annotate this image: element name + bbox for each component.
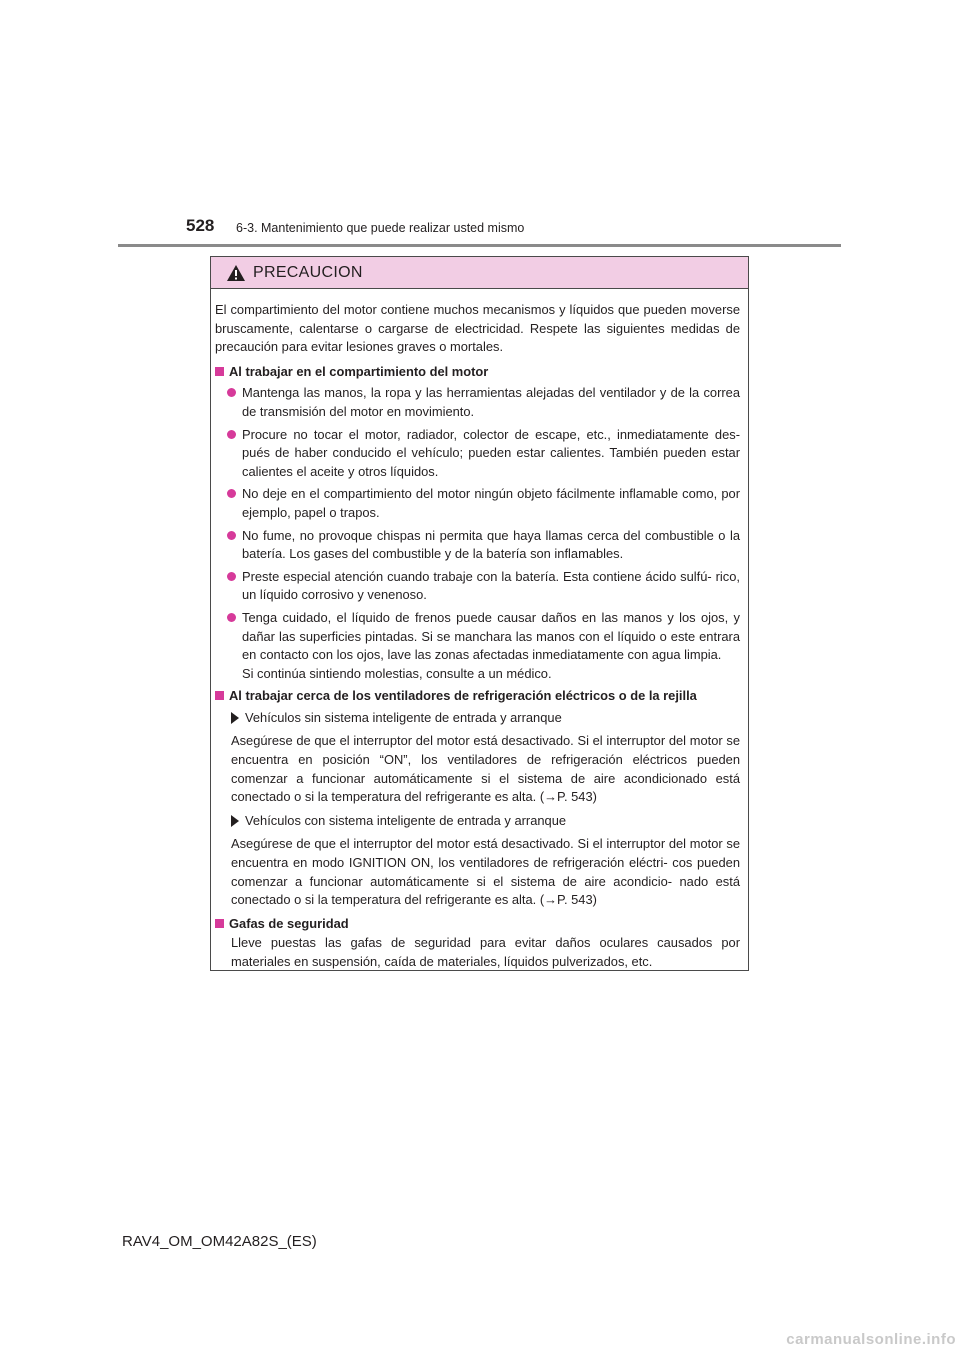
header-divider xyxy=(118,244,841,247)
circle-bullet-icon xyxy=(227,430,236,439)
list-item xyxy=(227,527,740,564)
section-heading-safety-glasses xyxy=(215,915,740,934)
variant-text: Asegúrese de que el interruptor del motor está desactivado. Si el interruptor del motor se encuentra en posición “ON”, los ventiladores de refrigeración eléctricos pueden comenzar a funcionar automáticamente si el sistema de aire acondicionado está conectado o si la temperatura del refrigerante es alta. (→P. 543) xyxy=(231,733,740,805)
section-title: 6-3. Mantenimiento que puede realizar usted mismo xyxy=(236,221,525,235)
list-item-text: No deje en el compartimiento del motor ningún objeto fácilmente inflamable como, por ejemplo, papel o trapos. xyxy=(242,486,740,520)
section-heading-text: Al trabajar en el compartimiento del motor xyxy=(229,363,489,379)
document-code: RAV4_OM_OM42A82S_(ES) xyxy=(122,1233,317,1250)
section-heading-text: Al trabajar cerca de los ventiladores de refrigeración eléctricos o de la rejilla xyxy=(229,688,697,704)
caution-intro: El compartimiento del motor contiene muchos mecanismos y líquidos que pueden moverse bruscamente, calentarse o cargarse de electricidad. Respete las siguientes medidas de precaución para evitar lesiones graves o mortales. xyxy=(215,302,740,355)
circle-bullet-icon xyxy=(227,489,236,498)
caution-box xyxy=(210,256,749,971)
list-item xyxy=(227,609,740,683)
list-item-text: No fume, no provoque chispas ni permita que haya llamas cerca del combustible o la batería. Los gases del combustible y de la batería son inflamables. xyxy=(242,527,740,562)
square-bullet-icon xyxy=(215,919,224,928)
page-number: 528 xyxy=(186,216,215,235)
circle-bullet-icon xyxy=(227,388,236,397)
list-item-text: Procure no tocar el motor, radiador, colector de escape, etc., inmediatamente des- pués de haber conducido el vehículo; pueden estar calientes. También pueden estar calientes el aceite y otros líquidos. xyxy=(242,426,740,479)
watermark: carmanualsonline.info xyxy=(786,1331,956,1348)
list-item xyxy=(227,384,740,421)
variant-label xyxy=(231,709,740,728)
variant-text: Asegúrese de que el interruptor del motor está desactivado. Si el interruptor del motor se encuentra en modo IGNITION ON, los ventiladores de refrigeración eléctri- cos pueden comenzar a funcionar automáticamente si el sistema de aire acondicio- nado está conectado o si la temperatura del refrigerante es alta. (→P. 543) xyxy=(231,836,740,908)
variant-label-text: Vehículos con sistema inteligente de entrada y arranque xyxy=(245,812,567,828)
list-item-text: Mantenga las manos, la ropa y las herramientas alejadas del ventilador y de la correa de transmisión del motor en movimiento. xyxy=(242,385,740,419)
list-item xyxy=(227,426,740,482)
circle-bullet-icon xyxy=(227,613,236,622)
list-item-followup-text: Si continúa sintiendo molestias, consulte a un médico. xyxy=(242,665,552,681)
variant-label-text: Vehículos sin sistema inteligente de entrada y arranque xyxy=(245,709,562,725)
variant-label xyxy=(231,812,740,831)
arrow-right-icon xyxy=(231,815,239,827)
list-item-text: Preste especial atención cuando trabaje con la batería. Esta contiene ácido sulfú- rico, un líquido corrosivo y venenoso. xyxy=(242,568,740,603)
warning-icon xyxy=(226,264,246,282)
list-item-text: Tenga cuidado, el líquido de frenos puede causar daños en las manos y los ojos, y dañar las superficies pintadas. Si se manchara las manos con el líquido o este entrara en contacto con los ojos, lave las zonas afectadas inmediatamente con agua limpia. xyxy=(242,609,740,663)
caution-header xyxy=(211,257,748,289)
section-heading-cooling-fans xyxy=(215,687,740,706)
list-item xyxy=(227,568,740,605)
arrow-right-icon xyxy=(231,712,239,724)
section-heading-engine-compartment xyxy=(215,363,740,382)
caution-body xyxy=(211,289,748,972)
square-bullet-icon xyxy=(215,691,224,700)
circle-bullet-icon xyxy=(227,572,236,581)
square-bullet-icon xyxy=(215,367,224,376)
caution-title: PRECAUCION xyxy=(253,263,363,281)
list-item xyxy=(227,485,740,522)
section-heading-text: Gafas de seguridad xyxy=(229,915,349,931)
circle-bullet-icon xyxy=(227,531,236,540)
safety-glasses-text: Lleve puestas las gafas de seguridad para evitar daños oculares causados por materiales en suspensión, caída de materiales, líquidos pulverizados, etc. xyxy=(231,935,740,969)
